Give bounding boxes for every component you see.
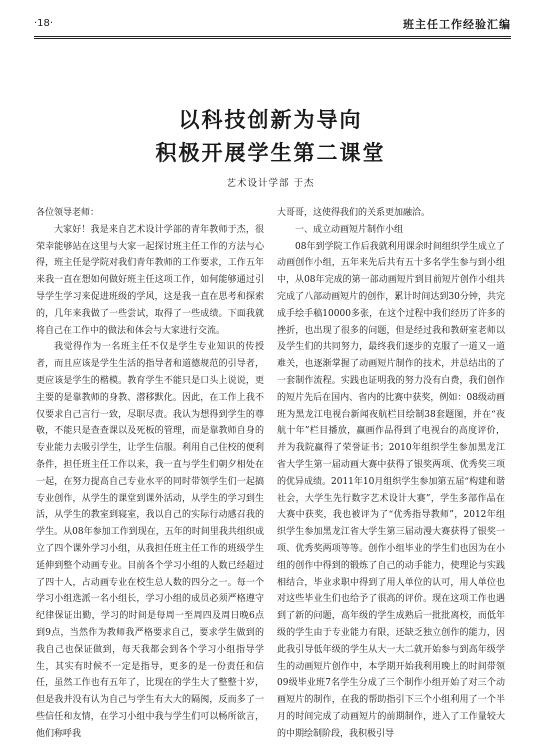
salutation: 各位领导老师： bbox=[36, 208, 100, 218]
title-line-2: 积极开展学生第二课堂 bbox=[155, 140, 386, 165]
header-rule bbox=[34, 36, 511, 39]
running-title: 班主任工作经验汇编 bbox=[403, 18, 511, 31]
running-header bbox=[34, 10, 511, 46]
paragraph-continuation: 大哥哥，这使得我们的关系更加融洽。 bbox=[277, 208, 431, 218]
page-number: ·18· bbox=[34, 18, 54, 29]
article-title bbox=[0, 103, 541, 169]
left-column bbox=[36, 205, 264, 740]
paragraph: 08年到学院工作后我就利用课余时间组织学生成立了动画创作小组，五年来先后共有五十多名学生参与到小组中，从08年完成的第一部动画短片到目前短片创作小组共完成了八部动画短片的创作，累计时间达到30分钟，共完成手绘手稿10000多张，在这个过程中我们经历了许多的挫折，也出现了很多的问题，但是经过我和教研室老师以及学生们的共同努力，最终我们逐步的克服了一道又一道难关，也逐渐掌握了动画短片制作的技术，并总结出的了一套制作流程。实践也证明我的努力没有白费，我们创作的短片先后在国内、省内的比赛中获奖，例如：08级动画班为黑龙江电视台新闻夜航栏目绘制38套题图，并在“夜航十年”栏目播放，赢画作品得到了电视台的高度评价，并为我院赢得了荣誉证书；2010年组织学生参加黑龙江省大学生第一届动画大赛中获得了银奖两项、优秀奖三项的优异成绩。2011年10月组织学生参加第五届“构建和谐社会，大学生先行数字艺术设计大赛”，学生多部作品在大赛中获奖，我也被评为了“优秀指导教师”，2012年组织学生参加黑龙江省大学生第三届动漫大赛获得了银奖一项、优秀奖两项等等。创作小组毕业的学生们也因为在小组的创作中得到的锻炼了自己的动手能力，使理论与实践相结合，毕业求职中得到了用人单位的认可，用人单位也对这些毕业生们也给予了很高的评价。现在这项工作也遇到了新的问题，高年级的学生成熟后一批批离校，而低年级的学生由于专业能力有限，还缺乏独立创作的能力，因此我引导低年级的学生从大一大二就开始参与到高年级学生的动画短片创作中，本学期开始我利用晚上的时间带领09级毕业班7名学生分成了三个制作小组开始了对三个动画短片的制作，在我的帮助指引下三个小组利用了一个半月的时间完成了动画短片的前期制作，进入了工作量较大的中期绘制阶段，我积极引导 bbox=[277, 241, 505, 739]
author-byline: 艺术设计学部 于杰 bbox=[226, 178, 315, 189]
paragraph: 我觉得作为一名班主任不仅是学生专业知识的传授者，而且应该是学生生活的指导者和道德规范的引导者，更应该是学生的楷模。教育学生不能只是口头上说说，更主要的是靠教师的身教、潜移默化。因此，在工作上我不仅要求自己言行一致，尽职尽责。我认为想得到学生的尊敬，不能只是查查课以及死板的管理，而是靠教师自身的专业能力去吸引学生，让学生信服。利用自己住校的便利条件，担任班主任工作以来，我一直与学生们朝夕相处在一起，在努力提高自己专业水平的同时带领学生们一起搞专业创作，从学生的课堂到课外活动，从学生的学习到生活，从学生的教室到寝室，我以自己的实际行动感召我的学生。从08年参加工作到现在，五年的时间里我共组织成立了四个课外学习小组，从我担任班主任工作的班级学生延伸到整个动画专业。目前各个学习小组的人数已经超过了四十人，占动画专业在校生总人数的四分之一。每一个学习小组选派一名小组长，学习小组的成员必须严格遵守纪律保证出勤，学习的时间是每周一至周四及周日晚6点到9点，当然作为教师我严格要求自己，要求学生做到的我自己也保证做到，每天我都会到各个学习小组指导学生，其实有时候不一定是指导，更多的是一份责任和信任，虽然工作也有五年了，比现在的学生大了整整十岁，但是我并没有认为自己与学生有大大的隔阂，反而多了一些信任和友情，在学习小组中我与学生们可以畅所欲言，他们称呼我 bbox=[36, 342, 264, 739]
title-line-1: 以科技创新为导向 bbox=[178, 107, 363, 132]
right-column bbox=[277, 205, 505, 740]
paragraph: 大家好！我是来自艺术设计学部的青年教师于杰，很荣幸能够站在这里与大家一起探讨班主任工作的方法与心得，班主任是学院对我们青年教师的工作要求，工作五年来我一直在想如何做好班主任这项工作，如何能够通过引导学生学习来促进班级的学风，这是我一直在思考和探索的，几年来我做了一些尝试，取得了一些成绩。下面我就将自己在工作中的做法和体会与大家进行交流。 bbox=[36, 224, 264, 336]
section-heading: 一、成立动画短片制作小组 bbox=[295, 224, 404, 235]
